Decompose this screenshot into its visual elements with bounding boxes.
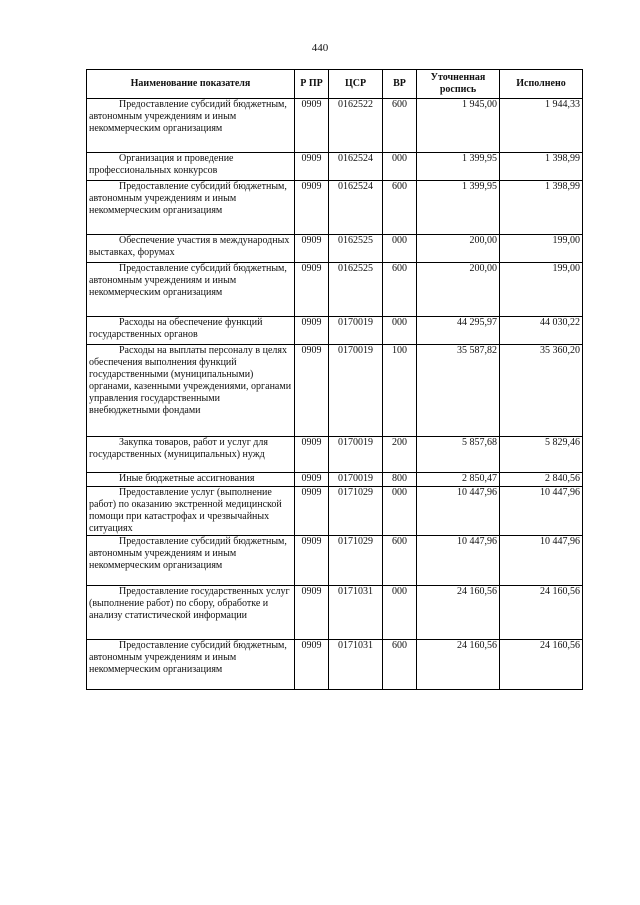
csr-cell: 0162525	[329, 263, 383, 317]
done-amount-cell: 10 447,96	[500, 487, 583, 536]
rpr-cell: 0909	[295, 536, 329, 586]
done-amount-cell: 2 840,56	[500, 473, 583, 487]
done-amount-cell: 10 447,96	[500, 536, 583, 586]
done-amount-cell: 5 829,46	[500, 437, 583, 473]
csr-cell: 0170019	[329, 473, 383, 487]
vr-cell: 200	[383, 437, 417, 473]
indicator-name-cell	[87, 586, 295, 640]
csr-cell: 0162522	[329, 99, 383, 153]
rpr-cell: 0909	[295, 586, 329, 640]
table-row	[87, 263, 583, 317]
csr-cell: 0170019	[329, 345, 383, 437]
header-rpr: Р ПР	[295, 70, 329, 99]
indicator-name-text: Иные бюджетные ассигнования	[119, 473, 255, 484]
indicator-name-cell	[87, 345, 295, 437]
indicator-name-text: Закупка товаров, работ и услуг для государственных (муниципальных) нужд	[89, 437, 268, 460]
table-row	[87, 536, 583, 586]
plan-amount-cell: 1 945,00	[417, 99, 500, 153]
done-amount-cell: 1 398,99	[500, 181, 583, 235]
indicator-name-cell	[87, 536, 295, 586]
indicator-name-text: Предоставление субсидий бюджетным, автономным учреждениям и иным некоммерческим организациям	[89, 181, 287, 216]
done-amount-cell: 24 160,56	[500, 586, 583, 640]
indicator-name-cell	[87, 181, 295, 235]
done-amount-cell: 199,00	[500, 263, 583, 317]
plan-amount-cell: 200,00	[417, 263, 500, 317]
indicator-name-text: Предоставление субсидий бюджетным, автономным учреждениям и иным некоммерческим организациям	[89, 263, 287, 298]
indicator-name-text: Предоставление субсидий бюджетным, автономным учреждениям и иным некоммерческим организациям	[89, 640, 287, 675]
table-row	[87, 487, 583, 536]
table-row	[87, 437, 583, 473]
table-row	[87, 235, 583, 263]
header-csr: ЦСР	[329, 70, 383, 99]
table-row	[87, 153, 583, 181]
plan-amount-cell: 2 850,47	[417, 473, 500, 487]
rpr-cell: 0909	[295, 317, 329, 345]
csr-cell: 0170019	[329, 437, 383, 473]
plan-amount-cell: 24 160,56	[417, 640, 500, 690]
rpr-cell: 0909	[295, 153, 329, 181]
indicator-name-cell	[87, 235, 295, 263]
csr-cell: 0171029	[329, 487, 383, 536]
csr-cell: 0171031	[329, 640, 383, 690]
vr-cell: 000	[383, 317, 417, 345]
indicator-name-text: Предоставление услуг (выполнение работ) по оказанию экстренной медицинской помощи при катастрофах и чрезвычайных ситуациях	[89, 487, 282, 534]
done-amount-cell: 35 360,20	[500, 345, 583, 437]
csr-cell: 0162525	[329, 235, 383, 263]
indicator-name-cell	[87, 487, 295, 536]
csr-cell: 0162524	[329, 153, 383, 181]
table-row	[87, 473, 583, 487]
rpr-cell: 0909	[295, 437, 329, 473]
rpr-cell: 0909	[295, 473, 329, 487]
rpr-cell: 0909	[295, 181, 329, 235]
plan-amount-cell: 200,00	[417, 235, 500, 263]
indicator-name-cell	[87, 437, 295, 473]
done-amount-cell: 199,00	[500, 235, 583, 263]
rpr-cell: 0909	[295, 235, 329, 263]
indicator-name-cell	[87, 99, 295, 153]
vr-cell: 600	[383, 99, 417, 153]
indicator-name-text: Расходы на обеспечение функций государственных органов	[89, 317, 263, 340]
page-number: 440	[311, 42, 329, 54]
table-row	[87, 99, 583, 153]
table-row	[87, 640, 583, 690]
header-name: Наименование показателя	[87, 70, 295, 99]
csr-cell: 0171031	[329, 586, 383, 640]
done-amount-cell: 1 398,99	[500, 153, 583, 181]
header-done: Исполнено	[500, 70, 583, 99]
vr-cell: 000	[383, 153, 417, 181]
done-amount-cell: 1 944,33	[500, 99, 583, 153]
budget-table	[86, 69, 583, 690]
plan-amount-cell: 24 160,56	[417, 586, 500, 640]
plan-amount-cell: 44 295,97	[417, 317, 500, 345]
indicator-name-cell	[87, 473, 295, 487]
indicator-name-cell	[87, 263, 295, 317]
rpr-cell: 0909	[295, 99, 329, 153]
rpr-cell: 0909	[295, 640, 329, 690]
header-vr: ВР	[383, 70, 417, 99]
rpr-cell: 0909	[295, 487, 329, 536]
vr-cell: 600	[383, 640, 417, 690]
indicator-name-text: Обеспечение участия в международных выставках, форумах	[89, 235, 290, 258]
indicator-name-cell	[87, 317, 295, 345]
csr-cell: 0162524	[329, 181, 383, 235]
plan-amount-cell: 1 399,95	[417, 181, 500, 235]
vr-cell: 100	[383, 345, 417, 437]
done-amount-cell: 44 030,22	[500, 317, 583, 345]
vr-cell: 600	[383, 536, 417, 586]
plan-amount-cell: 1 399,95	[417, 153, 500, 181]
rpr-cell: 0909	[295, 345, 329, 437]
csr-cell: 0171029	[329, 536, 383, 586]
indicator-name-text: Расходы на выплаты персоналу в целях обеспечения выполнения функций государственными (муниципальными) органами, казенными учреждениями, органами управления государственными внебюджетными фондами	[89, 345, 292, 416]
done-amount-cell: 24 160,56	[500, 640, 583, 690]
indicator-name-text: Организация и проведение профессиональных конкурсов	[89, 153, 234, 176]
table-row	[87, 317, 583, 345]
vr-cell: 000	[383, 487, 417, 536]
vr-cell: 000	[383, 235, 417, 263]
table-row	[87, 586, 583, 640]
table-row	[87, 345, 583, 437]
indicator-name-cell	[87, 153, 295, 181]
csr-cell: 0170019	[329, 317, 383, 345]
indicator-name-cell	[87, 640, 295, 690]
table-header-row	[87, 70, 583, 99]
plan-amount-cell: 10 447,96	[417, 536, 500, 586]
vr-cell: 800	[383, 473, 417, 487]
header-plan: Уточненная роспись	[417, 70, 500, 99]
vr-cell: 600	[383, 263, 417, 317]
table-row	[87, 181, 583, 235]
plan-amount-cell: 35 587,82	[417, 345, 500, 437]
rpr-cell: 0909	[295, 263, 329, 317]
plan-amount-cell: 5 857,68	[417, 437, 500, 473]
indicator-name-text: Предоставление субсидий бюджетным, автономным учреждениям и иным некоммерческим организациям	[89, 99, 287, 134]
plan-amount-cell: 10 447,96	[417, 487, 500, 536]
indicator-name-text: Предоставление государственных услуг (выполнение работ) по сбору, обработке и анализу статистической информации	[89, 586, 290, 621]
indicator-name-text: Предоставление субсидий бюджетным, автономным учреждениям и иным некоммерческим организациям	[89, 536, 287, 571]
vr-cell: 000	[383, 586, 417, 640]
vr-cell: 600	[383, 181, 417, 235]
